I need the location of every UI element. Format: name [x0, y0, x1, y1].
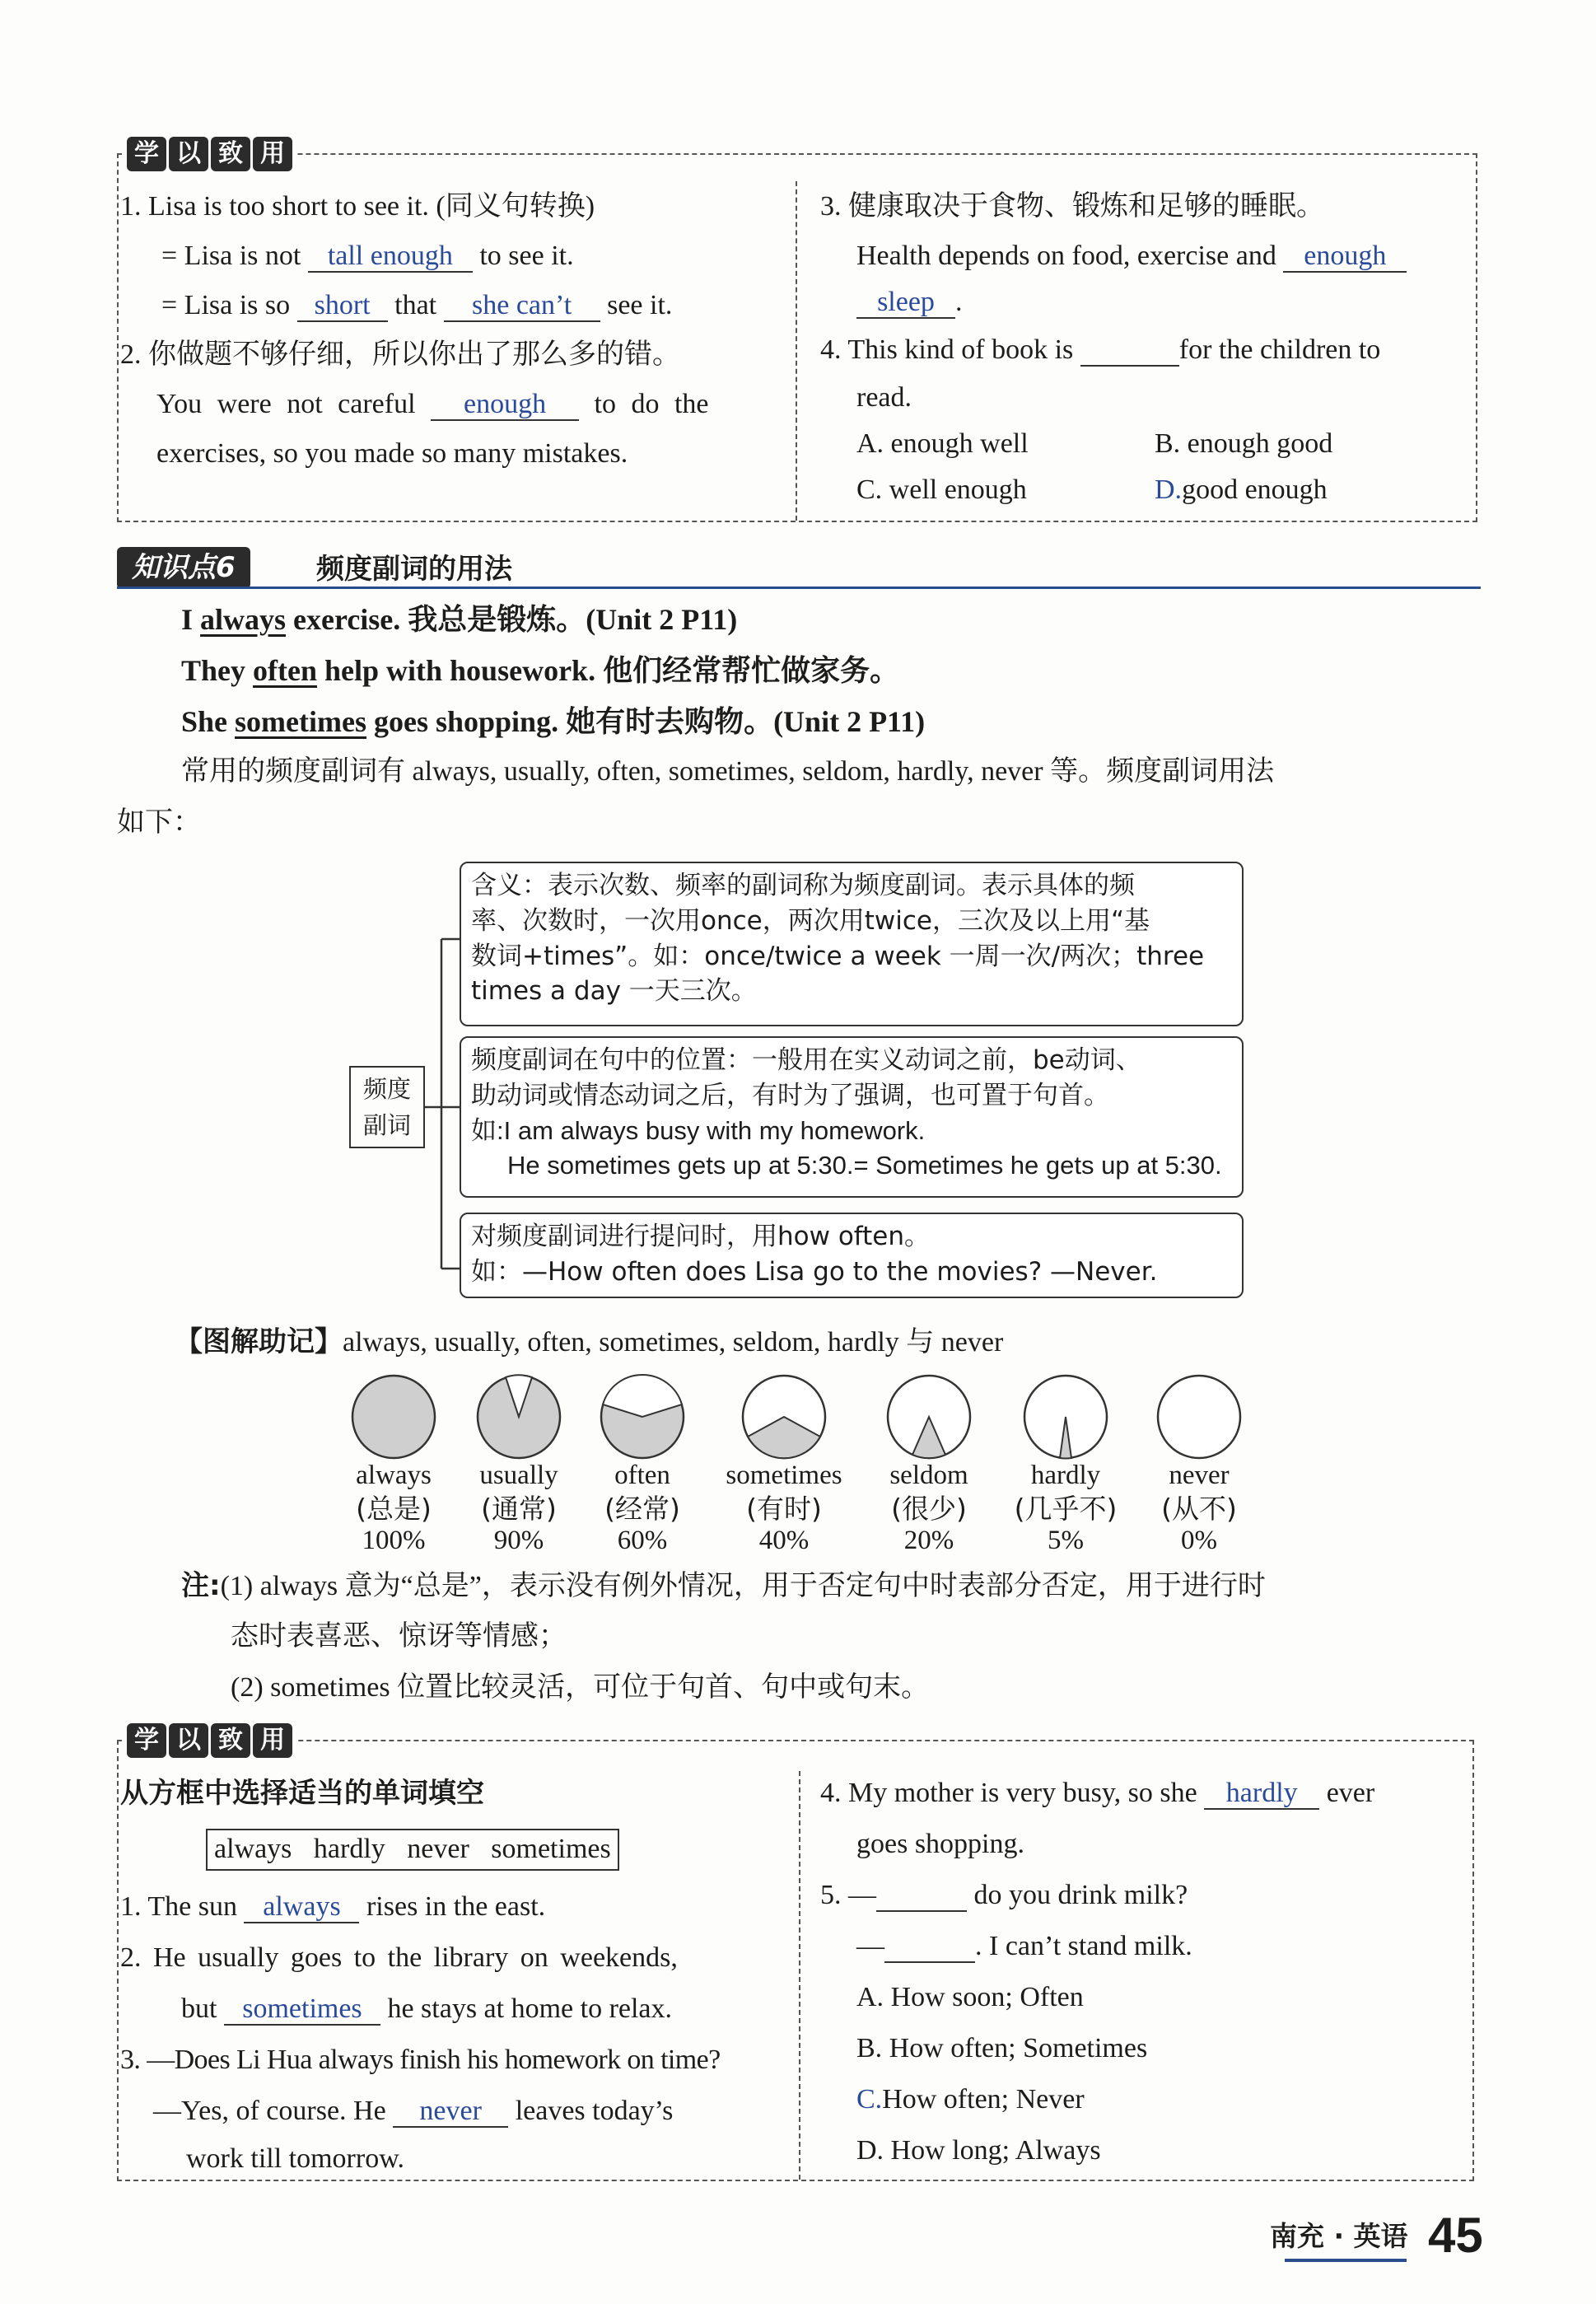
- ex2-q3-answer[interactable]: never: [393, 2096, 508, 2128]
- word-choice-box: always hardly never sometimes: [206, 1829, 619, 1871]
- note-1-cont: 态时表喜恶、惊讶等情感；: [231, 1621, 567, 1652]
- ex2-q1: 1. The sun always rises in the east.: [120, 1890, 545, 1925]
- q4-option-b[interactable]: B. enough good: [1155, 428, 1333, 459]
- q4-option-c[interactable]: C. well enough: [856, 474, 1027, 505]
- q1-answer-1[interactable]: tall enough: [308, 241, 473, 273]
- ex2-q3-line2: —Yes, of course. He never leaves today’s: [153, 2094, 673, 2129]
- q4-option-a[interactable]: A. enough well: [856, 428, 1029, 459]
- ex2-q5-selected-letter: C.: [856, 2084, 883, 2115]
- mindmap-box-position: 频度副词在句中的位置：一般用在实义动词之前，be动词、 助动词或情态动词之后，有时为了强调，也可置于句首。 如:I am always busy with my homework. He sometimes gets up at 5:30.= Sometimes he gets up at 5:30.: [460, 1036, 1244, 1198]
- q2-answer[interactable]: enough: [431, 389, 579, 421]
- q2-line3: exercises, so you made so many mistakes.: [156, 438, 628, 469]
- example-sentence-2: They often help with housework. 他们经常帮忙做家务。: [181, 654, 900, 687]
- ex2-q4-line2: goes shopping.: [856, 1829, 1024, 1859]
- q1-line1: 1. Lisa is too short to see it. (同义句转换): [120, 191, 595, 222]
- q3-line2: Health depends on food, exercise and enough: [856, 239, 1407, 274]
- q2-line1: 2. 你做题不够仔细，所以你出了那么多的错。: [120, 339, 680, 370]
- ex2-q5-line2: — . I can’t stand milk.: [856, 1929, 1192, 1965]
- ex2-q5-blank-1[interactable]: [876, 1880, 967, 1912]
- ex2-q2-answer[interactable]: sometimes: [224, 1993, 380, 2026]
- ex2-q2-line2: but sometimes he stays at home to relax.: [181, 1992, 672, 2027]
- ex2-q5-option-c[interactable]: C.How often; Never: [856, 2084, 1085, 2115]
- intro-line-1: 常用的频度副词有 always, usually, often, sometimes, seldom, hardly, never 等。频度副词用法: [181, 756, 1275, 787]
- label-hardly: hardly (几乎不) 5%: [1014, 1460, 1118, 1556]
- ex2-q5-line1: 5. — do you drink milk?: [820, 1878, 1188, 1914]
- q3-answer-1[interactable]: enough: [1283, 241, 1407, 273]
- ex2-q1-answer[interactable]: always: [244, 1891, 359, 1923]
- q1-answer-3[interactable]: she can’t: [444, 290, 600, 322]
- exercise-tag-1: 学 以 致 用: [124, 137, 296, 171]
- knowledge-title: 频度副词的用法: [316, 553, 512, 586]
- intro-line-2: 如下：: [117, 807, 201, 838]
- label-often: often (经常) 60%: [604, 1460, 680, 1556]
- exercise2-heading: 从方框中选择适当的单词填空: [120, 1777, 484, 1810]
- never-pie-icon: [1156, 1374, 1242, 1460]
- q4-line1: 4. This kind of book is for the children to: [820, 333, 1380, 368]
- q1-line2: = Lisa is not tall enough to see it.: [161, 239, 574, 274]
- example-sentence-1: I always exercise. 我总是锻炼。(Unit 2 P11): [181, 603, 738, 636]
- q4-line2: read.: [856, 382, 912, 413]
- footer-label: 南充 · 英语: [1270, 2220, 1408, 2252]
- mindmap-box-question: 对频度副词进行提问时，用how often。 如：—How often does Lisa go to the movies? —Never.: [460, 1213, 1244, 1298]
- mindmap-root: 频度 副词: [349, 1066, 425, 1148]
- ex2-q2-line1: 2. He usually goes to the library on weekends,: [120, 1942, 678, 1973]
- label-always: always (总是) 100%: [356, 1460, 432, 1556]
- page-number: 45: [1428, 2208, 1483, 2263]
- label-usually: usually (通常) 90%: [479, 1460, 558, 1556]
- mindmap-connectors: [425, 906, 463, 1302]
- label-never: never (从不) 0%: [1161, 1460, 1237, 1556]
- knowledge-badge: 知识点6: [117, 547, 250, 589]
- label-sometimes: sometimes (有时) 40%: [726, 1460, 842, 1556]
- q3-line1: 3. 健康取决于食物、锻炼和足够的睡眠。: [820, 191, 1324, 222]
- ex2-q4-line1: 4. My mother is very busy, so she hardly ever: [820, 1776, 1374, 1811]
- usually-pie-icon: [476, 1374, 562, 1460]
- q2-line2: You were not careful enough to do the: [156, 387, 709, 423]
- footer-rule: [1285, 2259, 1407, 2262]
- note-1: 注:(1) always 意为“总是”，表示没有例外情况，用于否定句中时表部分否定，用于进行时: [181, 1569, 1266, 1602]
- ex2-q5-option-d[interactable]: D. How long; Always: [856, 2135, 1101, 2166]
- diagram-heading: 【图解助记】always, usually, often, sometimes, seldom, hardly 与 never: [175, 1325, 1004, 1358]
- q4-selected-letter: D.: [1155, 474, 1183, 505]
- hardly-pie-icon: [1023, 1374, 1108, 1460]
- knowledge-title-rule: [117, 587, 1481, 589]
- q4-option-d[interactable]: D.good enough: [1155, 474, 1328, 505]
- sometimes-pie-icon: [741, 1374, 827, 1460]
- ex2-q5-option-a[interactable]: A. How soon; Often: [856, 1982, 1084, 2012]
- ex2-q3-line1: 3. —Does Li Hua always finish his homework on time?: [120, 2045, 721, 2075]
- example-sentence-3: She sometimes goes shopping. 她有时去购物。(Unit 2 P11): [181, 705, 926, 738]
- mindmap-box-meaning: 含义：表示次数、频率的副词称为频度副词。表示具体的频 率、次数时，一次用once，两次用twice，三次及以上用“基 数词+times”。如：once/twice a week 一周一次/两次；three times a day 一天三次。: [460, 862, 1244, 1026]
- ex2-q4-answer[interactable]: hardly: [1204, 1778, 1319, 1810]
- often-pie-icon: [600, 1374, 685, 1460]
- q3-answer-2[interactable]: sleep: [856, 287, 955, 319]
- q4-blank[interactable]: [1080, 334, 1179, 367]
- note-2: (2) sometimes 位置比较灵活，可位于句首、句中或句末。: [231, 1672, 930, 1703]
- ex2-q3-line3: work till tomorrow.: [186, 2143, 405, 2174]
- ex2-q5-blank-2[interactable]: [884, 1931, 975, 1963]
- ex2-q5-option-b[interactable]: B. How often; Sometimes: [856, 2033, 1148, 2063]
- exercise-divider-1: [796, 181, 797, 521]
- q3-line3: sleep .: [856, 285, 963, 320]
- q1-line3: = Lisa is so short that she can’t see it.: [161, 288, 672, 324]
- exercise-divider-2: [799, 1771, 800, 2180]
- exercise-tag-2: 学 以 致 用: [124, 1723, 296, 1758]
- always-pie-icon: [351, 1374, 436, 1460]
- label-seldom: seldom (很少) 20%: [889, 1460, 968, 1556]
- q1-answer-2[interactable]: short: [297, 290, 388, 322]
- seldom-pie-icon: [886, 1374, 972, 1460]
